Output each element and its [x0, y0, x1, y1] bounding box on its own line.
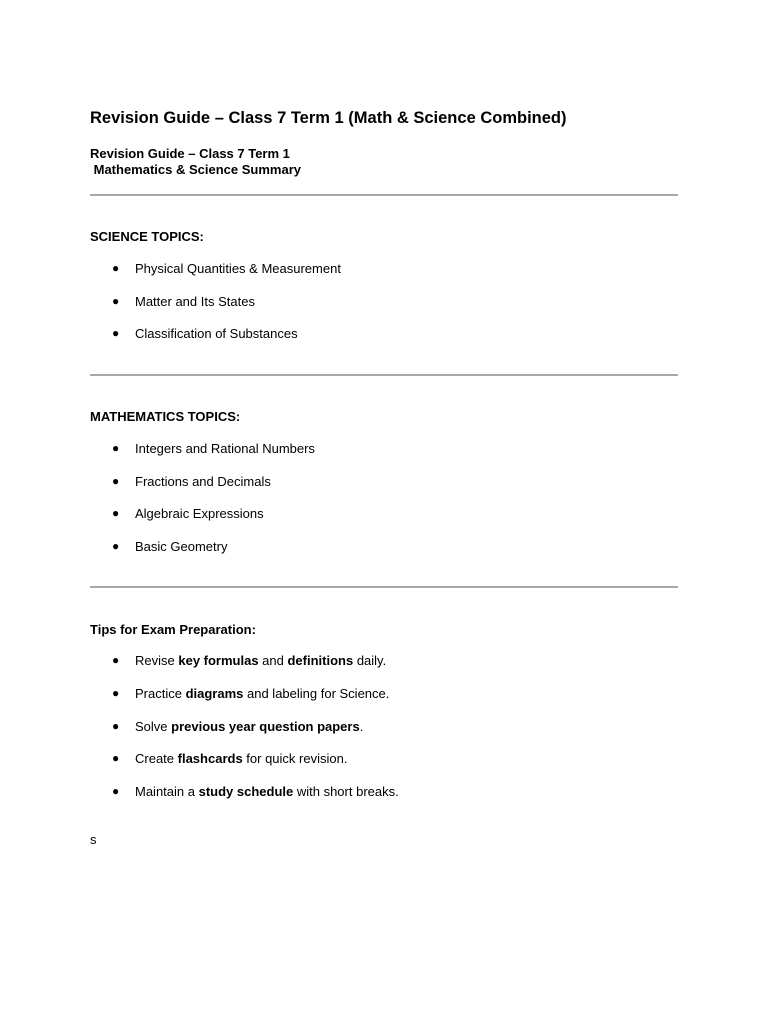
tip-emphasis: previous year question papers — [171, 719, 360, 734]
section-divider — [90, 374, 678, 376]
subtitle-line-1: Revision Guide – Class 7 Term 1 — [90, 146, 290, 161]
tip-emphasis: study schedule — [198, 784, 294, 799]
list-item-text: Algebraic Expressions — [135, 506, 264, 521]
bullet-icon: ● — [112, 441, 120, 455]
tip-emphasis: key formulas — [178, 653, 259, 668]
tip-text: with short breaks. — [293, 784, 399, 799]
tip-emphasis: flashcards — [177, 751, 243, 766]
bullet-icon: ● — [112, 326, 120, 340]
tip-text: for quick revision. — [242, 751, 348, 766]
tip-text: daily. — [353, 653, 387, 668]
bullet-icon: ● — [112, 294, 120, 308]
bullet-icon: ● — [112, 261, 120, 275]
bullet-icon: ● — [112, 539, 120, 553]
tip-text: . — [359, 719, 364, 734]
mathematics-heading: MATHEMATICS TOPICS: — [90, 409, 241, 424]
list-item-text: Fractions and Decimals — [135, 474, 271, 489]
subtitle-line-2: Mathematics & Science Summary — [90, 162, 301, 177]
list-item-text: Matter and Its States — [135, 294, 255, 309]
list-item-text — [135, 686, 389, 701]
bullet-icon: ● — [112, 719, 120, 733]
document-title: Revision Guide – Class 7 Term 1 (Math & Science Combined) — [90, 109, 567, 127]
bullet-icon: ● — [112, 784, 120, 798]
tip-text: and labeling for Science. — [243, 686, 390, 701]
bullet-icon: ● — [112, 653, 120, 667]
list-item-text — [135, 719, 363, 734]
bullet-icon: ● — [112, 751, 120, 765]
list-item-text — [135, 784, 399, 799]
tip-text: Maintain a — [135, 784, 199, 799]
bullet-icon: ● — [112, 506, 120, 520]
bullet-icon: ● — [112, 474, 120, 488]
tip-emphasis: definitions — [287, 653, 354, 668]
list-item-text — [135, 653, 386, 668]
section-divider — [90, 586, 678, 588]
tip-text: and — [258, 653, 288, 668]
tip-text: Revise — [135, 653, 179, 668]
document-subtitle — [90, 146, 301, 178]
list-item-text: Physical Quantities & Measurement — [135, 261, 341, 276]
tip-text: Practice — [135, 686, 186, 701]
tips-heading: Tips for Exam Preparation: — [90, 622, 256, 637]
tip-text: Solve — [135, 719, 172, 734]
stray-text: s — [90, 832, 97, 847]
list-item-text: Integers and Rational Numbers — [135, 441, 315, 456]
tip-emphasis: diagrams — [185, 686, 244, 701]
list-item-text: Basic Geometry — [135, 539, 228, 554]
bullet-icon: ● — [112, 686, 120, 700]
science-heading: SCIENCE TOPICS: — [90, 229, 204, 244]
tip-text: Create — [135, 751, 178, 766]
section-divider — [90, 194, 678, 196]
list-item-text — [135, 751, 347, 766]
list-item-text: Classification of Substances — [135, 326, 298, 341]
